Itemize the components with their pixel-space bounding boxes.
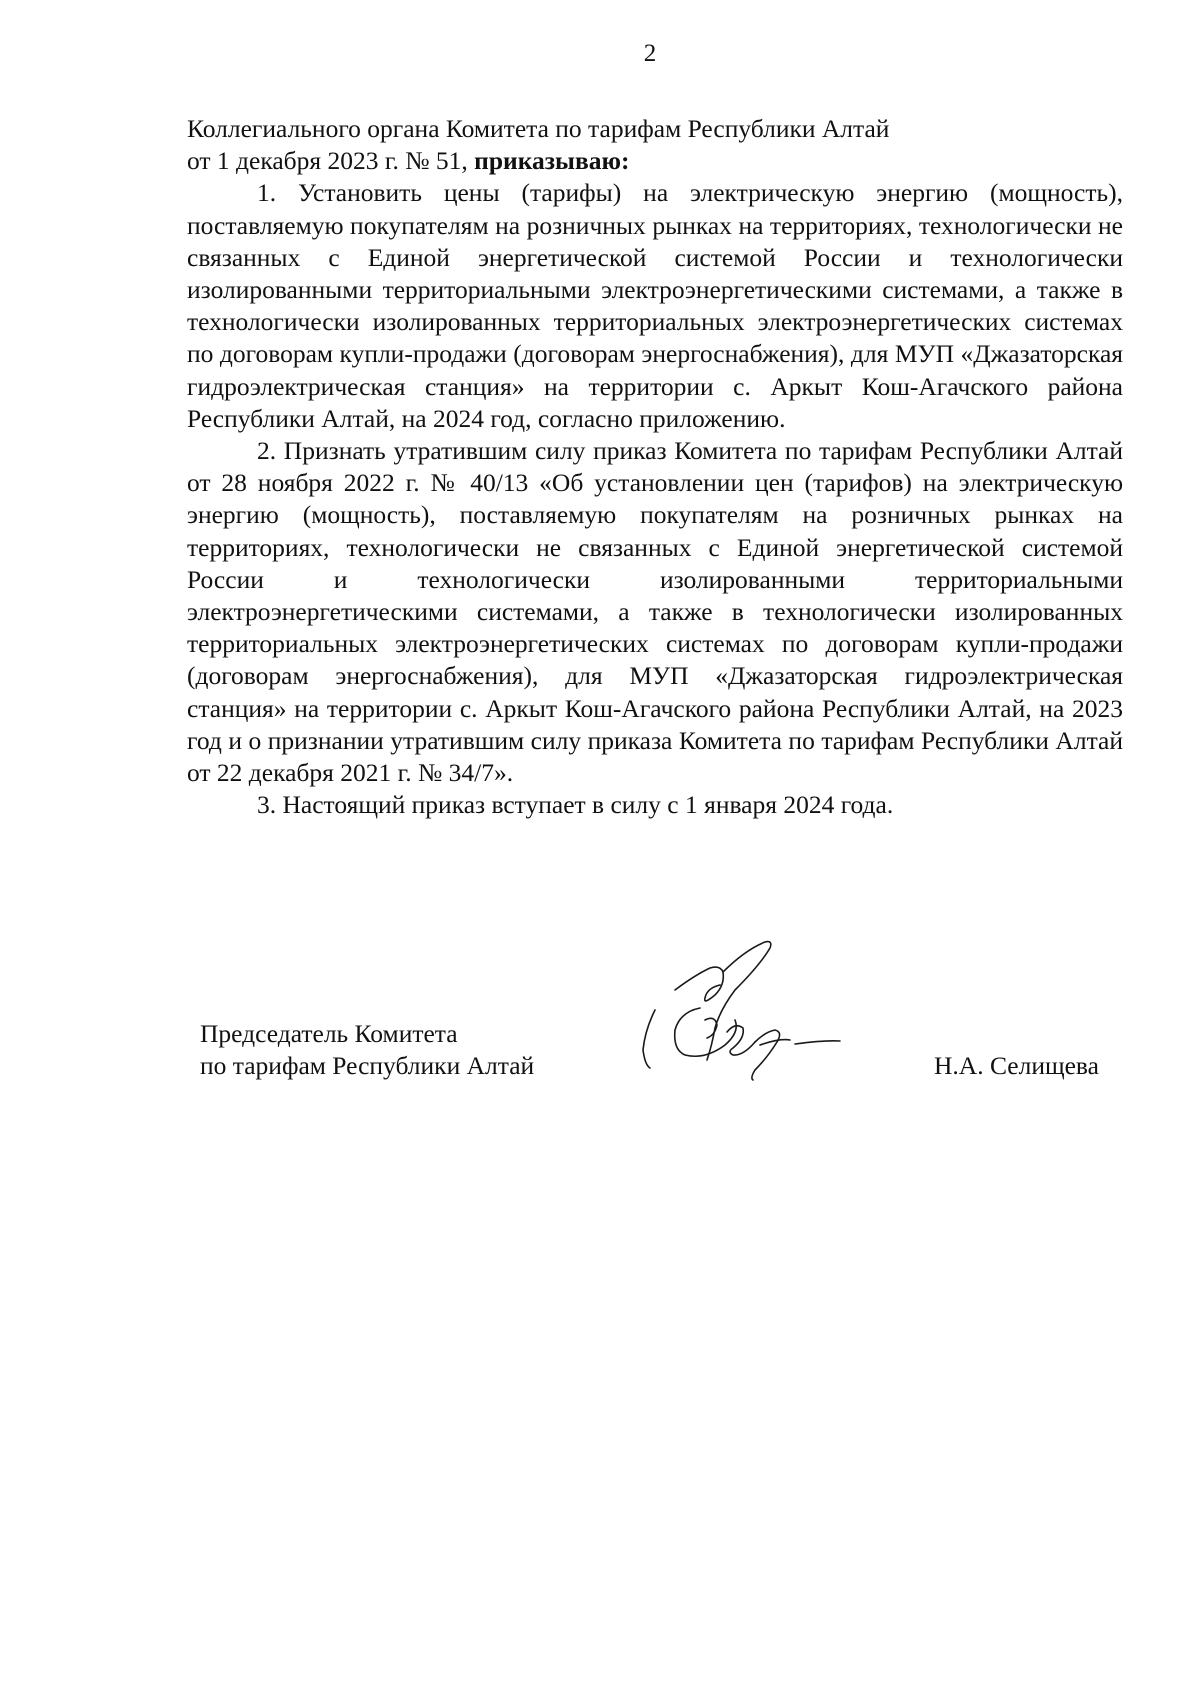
signatory-position (200, 1018, 534, 1082)
order-verb: приказываю: (474, 146, 630, 176)
position-line-1: Председатель Комитета (200, 1019, 458, 1048)
document-body (187, 113, 1123, 821)
order-item-3: 3. Настоящий приказ вступает в силу с 1 января 2024 года. (257, 790, 894, 820)
intro-paragraph (187, 113, 1123, 177)
page-number: 2 (643, 40, 657, 67)
signatory-name: Н.А. Селищева (934, 1051, 1099, 1080)
handwritten-signature (615, 940, 915, 1100)
intro-line-1: Коллегиального органа Комитета по тарифам Республики Алтай (187, 114, 890, 143)
position-line-2: по тарифам Республики Алтай (200, 1051, 535, 1080)
order-item-2: 2. Признать утратившим силу приказ Комитета по тарифам Республики Алтай от 28 ноября 2022 г. № 40/13 «Об установлении цен (тарифов) на электрическую энергию (мощность), поставляемую покупателям на розничных рынках на территориях, технологически не связанных с Единой энергетической системой России и технологически изолированными территориальными электроэнергетическими системами, а также в технологически изолированных территориальных электроэнергетических системах по договорам купли-продажи (договорам энергоснабжения), для МУП «Джазаторская гидроэлектрическая станция» на территории с. Аркыт Кош-Агачского района Республики Алтай, на 2023 год и о признании утратившим силу приказа Комитета по тарифам Республики Алтай от 22 декабря 2021 г. № 34/7». (187, 436, 1123, 788)
order-item-1: 1. Установить цены (тарифы) на электрическую энергию (мощность), поставляемую покупателям на розничных рынках на территориях, технологически не связанных с Единой энергетической системой России и технологически изолированными территориальными электроэнергетическими системами, а также в технологически изолированных территориальных электроэнергетических системах по договорам купли-продажи (договорам энергоснабжения), для МУП «Джазаторская гидроэлектрическая станция» на территории с. Аркыт Кош-Агачского района Республики Алтай, на 2024 год, согласно приложению. (187, 178, 1123, 433)
intro-line-2: от 1 декабря 2023 г. № 51, (187, 146, 475, 176)
